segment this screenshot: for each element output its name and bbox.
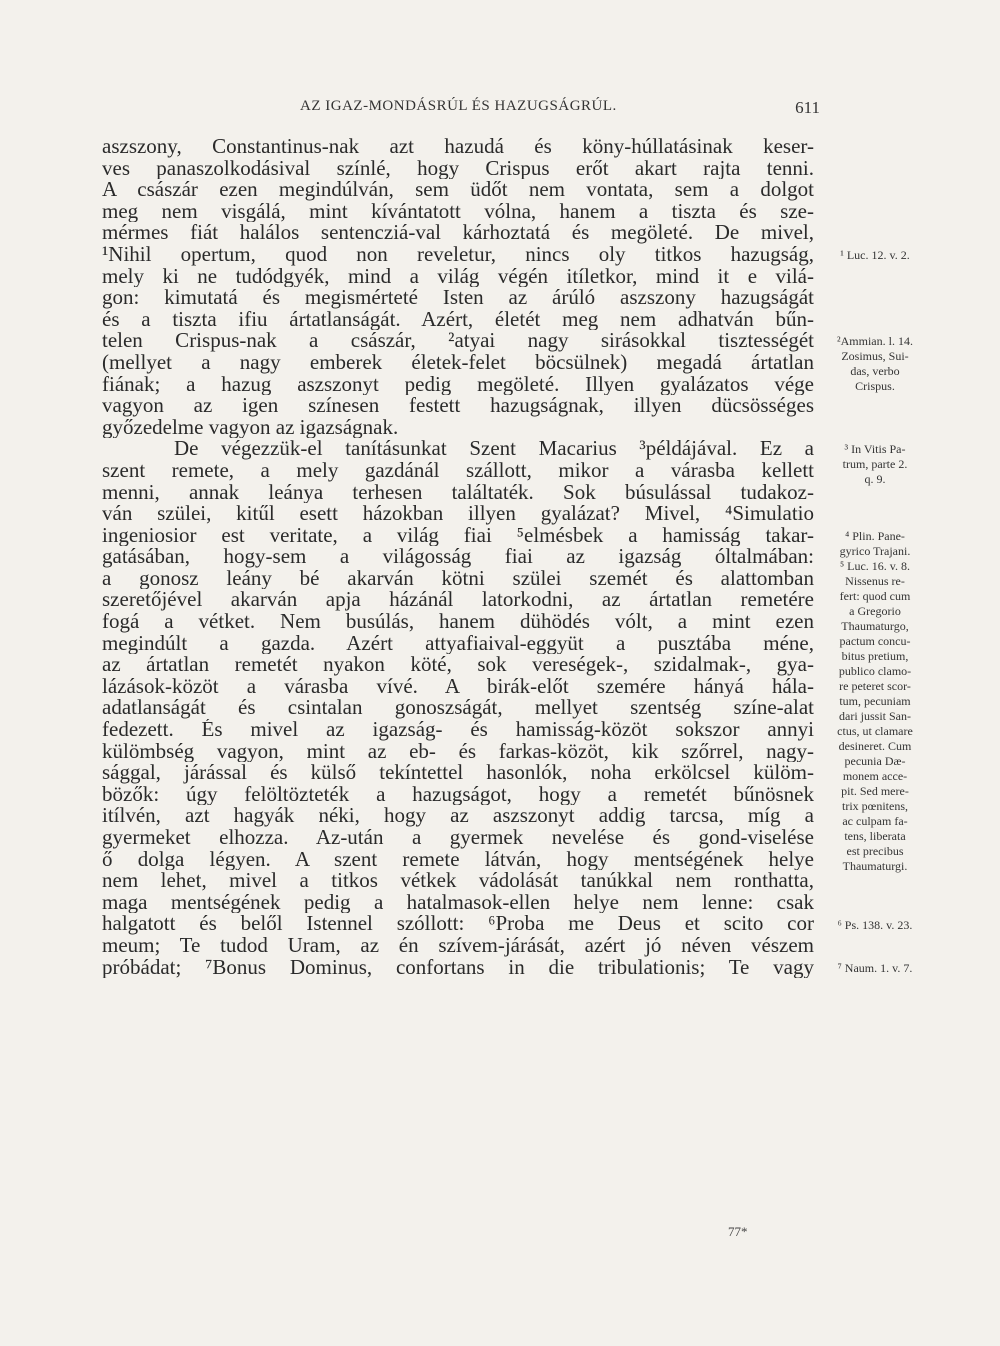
- margin-note-line: ⁴ Plin. Pane-: [845, 528, 905, 543]
- text-line: menni, annak leánya terhesen találtaték. Sok búsulással tudakoz-: [102, 481, 814, 504]
- margin-note-line: trum, parte 2.: [842, 457, 908, 472]
- text-line: fogá a vétket. Nem busúlás, hanem dühödés vólt, a mint ezen: [102, 611, 814, 633]
- text-line: megindúlt a gazda. Azért attyafiaival-eggyüt a pusztába méne,: [102, 632, 814, 655]
- margin-note-line: ⁷ Naum. 1. v. 7.: [837, 960, 913, 975]
- margin-note-line: q. 9.: [864, 472, 886, 487]
- margin-note-line: ⁵ Luc. 16. v. 8.: [839, 558, 911, 573]
- margin-note-line: gyrico Trajani.: [839, 543, 911, 558]
- signature-mark: 77*: [728, 1224, 748, 1239]
- text-line: ¹Nihil opertum, quod non reveletur, nincs oly titkos hazugság,: [102, 243, 814, 266]
- margin-note-line: das, verbo: [850, 364, 900, 379]
- text-line: mely ki ne tudódgyék, mind a világ végén itíletkor, mind it e vilá-: [102, 265, 814, 288]
- margin-note-line: publico clamo-: [838, 663, 912, 678]
- margin-note-line: ctus, ut clamare: [837, 723, 913, 738]
- text-line: gyermeket elhozza. Az-után a gyermek nevelése és gond-viselése: [102, 827, 814, 849]
- text-line: meg nem visgálá, mint kívántatott vólna, hanem a tiszta és sze-: [102, 200, 814, 223]
- text-line: De végezzük-el tanításunkat Szent Macarius ³példájával. Ez a: [174, 438, 814, 460]
- text-line: külömbség vagyon, mint az eb- és farkas-közöt, kik szőrrel, nagy-: [102, 740, 814, 763]
- running-title: AZ IGAZ-MONDÁSRÚL ÉS HAZUGSÁGRÚL.: [300, 98, 617, 114]
- text-line: fiának; a hazug aszszonyt pedig megöleté. Illyen gyalázatos vége: [102, 373, 814, 396]
- margin-note: [820, 918, 930, 933]
- text-line: ván szülei, kitűl esett házokban illyen gyalázat? Mivel, ⁴Simulatio: [102, 503, 814, 525]
- running-header: [100, 98, 820, 122]
- margin-note-line: ac culpam fa-: [842, 813, 908, 828]
- text-line: meum; Te tudod Uram, az én szívem-járását, azért jó néven vészem: [102, 934, 814, 957]
- text-line: adatlanságát és csintalan gonoszságát, mellyet szentség színe-alat: [102, 697, 814, 720]
- margin-note-line: pit. Sed mere-: [841, 783, 909, 798]
- text-line: lázások-közöt a várasba vívé. A birák-előt szemére hányá hála-: [102, 675, 814, 698]
- text-line: telen Crispus-nak a császár, ²atyai nagy sirásokkal tisztességét: [102, 330, 814, 352]
- text-line: az ártatlan remetét nyakon köté, sok vereségek-, szidalmak-, gya-: [102, 654, 814, 676]
- margin-note-line: ¹ Luc. 12. v. 2.: [840, 248, 910, 262]
- margin-note-line: Thaumaturgi.: [842, 858, 908, 873]
- text-line: mérmes fiát halálos sentencziá-val kárhoztatá és megöleté. De mivel,: [102, 222, 814, 244]
- text-line: gon: kimutatá és megismérteté Isten az árúló aszszony hazugságát: [102, 287, 814, 309]
- text-line: aszszony, Constantinus-nak azt hazudá és köny-húllatásinak keser-: [102, 136, 814, 158]
- text-line: és a tiszta ifiu ártatlanságát. Azért, életét meg nem adhatván bűn-: [102, 308, 814, 331]
- margin-note-line: Nissenus re-: [845, 573, 905, 588]
- text-line: ingeniosior est veritate, a világ fiai ⁵elmésbek a hamisság takar-: [102, 524, 814, 547]
- margin-note-line: est precibus: [846, 843, 904, 858]
- margin-note-line: pecunia Dæ-: [844, 753, 906, 768]
- main-text-column: [102, 136, 814, 978]
- text-line: a gonosz leány bé akarván kötni szülei szemét és alattomban: [102, 567, 814, 590]
- text-line: bözők: úgy felöltözteték a hazugságot, hogy a remetét bűnösnek: [102, 783, 814, 806]
- margin-note-line: pactum concu-: [839, 633, 911, 648]
- text-line: ves panaszolkodásival színlé, hogy Crispus erőt akart rajta tenni.: [102, 157, 814, 180]
- text-line: szeretőjével akarván apja házánál latorkodni, az ártatlan remetére: [102, 589, 814, 612]
- text-line: szent remete, a mely gazdánál szállott, mikor a várasba kellett: [102, 459, 814, 482]
- text-line: próbádat; ⁷Bonus Dominus, confortans in die tribulationis; Te vagy: [102, 956, 814, 979]
- margin-note-line: Zosimus, Sui-: [841, 349, 909, 364]
- margin-note-line: trix pœnitens,: [842, 798, 908, 813]
- text-line: gatásában, hogy-sem a világosság fiai az igazság óltalmában:: [102, 546, 814, 568]
- margin-note: [820, 961, 930, 976]
- margin-note-line: ³ In Vitis Pa-: [844, 442, 906, 457]
- margin-note-line: tens, liberata: [844, 828, 906, 843]
- margin-note-line: ⁶ Ps. 138. v. 23.: [837, 917, 913, 932]
- text-line: fedezett. És mivel az igazság- és hamisság-közöt sokszor annyi: [102, 719, 814, 741]
- margin-note-line: tum, pecuniam: [839, 693, 911, 708]
- margin-note-line: monem acce-: [842, 768, 908, 783]
- text-line: halgatott és belől Istennel szóllott: ⁶Proba me Deus et scito cor: [102, 913, 814, 935]
- margin-note-line: dari jussit San-: [839, 708, 911, 723]
- text-line: A császár ezen megindúlván, sem üdőt nem vontata, sem a dolgot: [102, 179, 814, 201]
- margin-note-line: bitus pretium,: [841, 648, 909, 663]
- margin-note-line: fert: quod cum: [839, 588, 911, 603]
- margin-note: [820, 248, 930, 263]
- margin-note-line: ²Ammian. l. 14.: [837, 334, 913, 349]
- margin-note-line: Thaumaturgo,: [841, 618, 909, 633]
- margin-note: [820, 334, 930, 394]
- text-line: ő dolga légyen. A szent remete látván, hogy mentségének helye: [102, 848, 814, 871]
- page-number: 611: [795, 98, 820, 117]
- margin-note-line: Crispus.: [855, 379, 895, 394]
- text-line: vagyon az igen színesen festett hazugságnak, illyen dücsösséges: [102, 395, 814, 417]
- margin-note-line: a Gregorio: [849, 603, 901, 618]
- text-line: nem lehet, mivel a titkos vétkek vádolását tanúkkal nem ronthatta,: [102, 870, 814, 892]
- text-line: (mellyet a nagy emberek életek-felet böcsülnek) megadá ártatlan: [102, 351, 814, 374]
- margin-note-line: desineret. Cum: [838, 738, 912, 753]
- text-line: maga mentségének pedig a hatalmasok-ellen helye nem lenne: csak: [102, 891, 814, 914]
- text-line: sággal, járással és külső tekíntettel hasonlók, noha erkölcsel külöm-: [102, 762, 814, 784]
- text-line: győzedelme vagyon az igazságnak.: [102, 416, 399, 439]
- margin-note: [820, 529, 930, 874]
- text-line: itílvén, azt hagyák néki, hogy az aszszonyt addig tarcsa, míg a: [102, 805, 814, 827]
- margin-note: [820, 442, 930, 487]
- margin-note-line: re peteret scor-: [839, 678, 911, 693]
